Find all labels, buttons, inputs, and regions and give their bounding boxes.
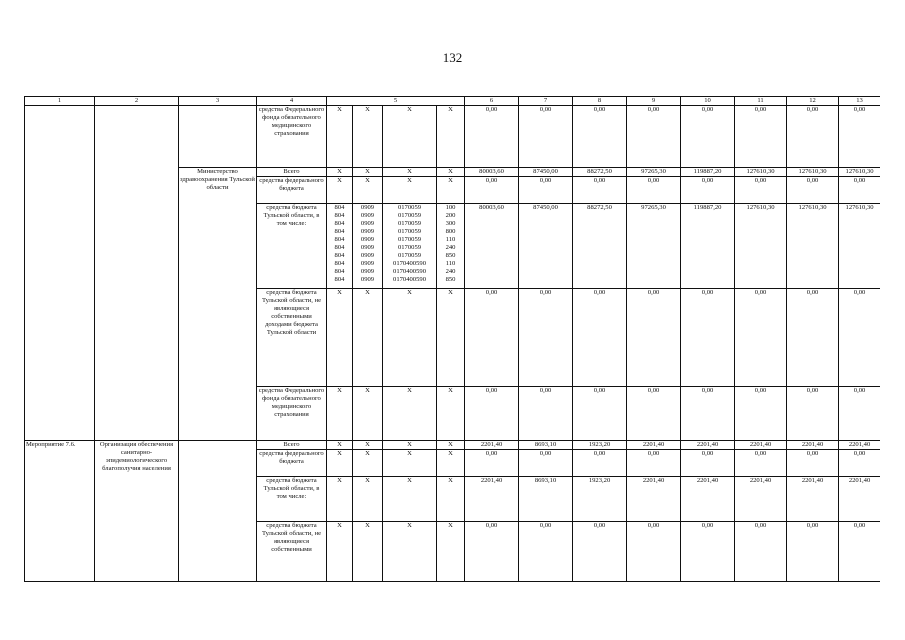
code-section-cell: X bbox=[353, 168, 383, 177]
page-number: 132 bbox=[442, 50, 463, 65]
funding-source-cell: средства бюджета Тульской области, в том числе: bbox=[257, 204, 327, 289]
code-expense-cell: X bbox=[437, 168, 465, 177]
value-cell: 0,00 bbox=[787, 177, 839, 204]
code-section-cell: X bbox=[353, 177, 383, 204]
header-cell: 10 bbox=[681, 97, 735, 106]
code-ministry-cell: X bbox=[327, 168, 353, 177]
value-cell: 0,00 bbox=[681, 387, 735, 441]
code-section-cell: X bbox=[353, 106, 383, 168]
value-cell: 0,00 bbox=[681, 106, 735, 168]
code-ministry-cell: X bbox=[327, 289, 353, 387]
value-cell: 2201,40 bbox=[735, 477, 787, 522]
code-target-cell: X bbox=[383, 441, 437, 450]
code-ministry-cell: X bbox=[327, 522, 353, 582]
value-cell: 0,00 bbox=[627, 289, 681, 387]
code-section-cell: X bbox=[353, 387, 383, 441]
value-cell: 0,00 bbox=[839, 450, 880, 477]
value-cell: 0,00 bbox=[519, 450, 573, 477]
code-target-cell: X bbox=[383, 168, 437, 177]
value-cell: 0,00 bbox=[787, 106, 839, 168]
event-cell: Мероприятие 7.6. bbox=[25, 441, 95, 582]
value-cell: 127610,30 bbox=[787, 204, 839, 289]
code-expense-cell: X bbox=[437, 387, 465, 441]
value-cell: 8693,10 bbox=[519, 441, 573, 450]
code-target-cell: X bbox=[383, 387, 437, 441]
value-cell: 80003,60 bbox=[465, 204, 519, 289]
header-cell: 1 bbox=[25, 97, 95, 106]
code-section-cell: X bbox=[353, 441, 383, 450]
value-cell: 119887,20 bbox=[681, 168, 735, 177]
value-cell: 2201,40 bbox=[735, 441, 787, 450]
value-cell: 1923,20 bbox=[573, 477, 627, 522]
value-cell: 0,00 bbox=[787, 522, 839, 582]
code-ministry-cell: X bbox=[327, 441, 353, 450]
name-cell bbox=[95, 106, 179, 441]
value-cell: 2201,40 bbox=[787, 477, 839, 522]
code-target-cell: X bbox=[383, 106, 437, 168]
funding-source-cell: Всего bbox=[257, 168, 327, 177]
code-section-cell: 0909 0909 0909 0909 0909 0909 0909 0909 0909 0909 bbox=[353, 204, 383, 289]
header-cell: 5 bbox=[327, 97, 465, 106]
value-cell: 2201,40 bbox=[681, 441, 735, 450]
value-cell: 0,00 bbox=[681, 522, 735, 582]
value-cell: 8693,10 bbox=[519, 477, 573, 522]
value-cell: 0,00 bbox=[627, 387, 681, 441]
value-cell: 97265,30 bbox=[627, 168, 681, 177]
value-cell: 2201,40 bbox=[465, 477, 519, 522]
value-cell: 127610,30 bbox=[735, 168, 787, 177]
value-cell: 2201,40 bbox=[627, 477, 681, 522]
code-target-cell: X bbox=[383, 477, 437, 522]
value-cell: 0,00 bbox=[839, 177, 880, 204]
value-cell: 0,00 bbox=[735, 450, 787, 477]
value-cell: 0,00 bbox=[839, 106, 880, 168]
funding-source-cell: средства Федерального фонда обязательного медицинского страхования bbox=[257, 106, 327, 168]
table-row bbox=[25, 106, 881, 168]
header-row bbox=[25, 97, 881, 106]
value-cell: 2201,40 bbox=[787, 441, 839, 450]
value-cell: 0,00 bbox=[465, 289, 519, 387]
value-cell: 0,00 bbox=[735, 387, 787, 441]
value-cell: 0,00 bbox=[787, 450, 839, 477]
budget-table bbox=[24, 96, 880, 582]
value-cell: 0,00 bbox=[465, 387, 519, 441]
code-ministry-cell: X bbox=[327, 477, 353, 522]
funding-source-cell: Всего bbox=[257, 441, 327, 450]
code-section-cell: X bbox=[353, 289, 383, 387]
code-section-cell: X bbox=[353, 450, 383, 477]
value-cell: 0,00 bbox=[839, 387, 880, 441]
code-expense-cell: X bbox=[437, 441, 465, 450]
value-cell: 0,00 bbox=[681, 450, 735, 477]
code-expense-cell: X bbox=[437, 289, 465, 387]
value-cell: 0,00 bbox=[735, 177, 787, 204]
header-cell: 7 bbox=[519, 97, 573, 106]
value-cell: 0,00 bbox=[465, 450, 519, 477]
value-cell: 0,00 bbox=[735, 289, 787, 387]
value-cell: 0,00 bbox=[519, 106, 573, 168]
code-target-cell: X bbox=[383, 522, 437, 582]
code-expense-cell: X bbox=[437, 450, 465, 477]
funding-source-cell: средства бюджета Тульской области, не являющиеся собственными bbox=[257, 522, 327, 582]
header-cell: 6 bbox=[465, 97, 519, 106]
value-cell: 0,00 bbox=[735, 522, 787, 582]
code-section-cell: X bbox=[353, 477, 383, 522]
value-cell: 127610,30 bbox=[839, 204, 880, 289]
code-expense-cell: X bbox=[437, 522, 465, 582]
value-cell: 0,00 bbox=[519, 289, 573, 387]
funding-source-cell: средства бюджета Тульской области, не являющиеся собственными доходами бюджета Тульской области bbox=[257, 289, 327, 387]
code-target-cell: 0170059 0170059 0170059 0170059 0170059 0170059 0170059 0170400590 0170400590 0170400590 bbox=[383, 204, 437, 289]
value-cell: 2201,40 bbox=[627, 441, 681, 450]
value-cell: 0,00 bbox=[839, 522, 880, 582]
code-ministry-cell: X bbox=[327, 106, 353, 168]
value-cell: 97265,30 bbox=[627, 204, 681, 289]
value-cell: 87450,00 bbox=[519, 168, 573, 177]
budget-table-container bbox=[24, 96, 880, 596]
value-cell: 87450,00 bbox=[519, 204, 573, 289]
value-cell: 127610,30 bbox=[735, 204, 787, 289]
value-cell: 2201,40 bbox=[839, 441, 880, 450]
code-expense-cell: X bbox=[437, 477, 465, 522]
funding-source-cell: средства Федерального фонда обязательного медицинского страхования bbox=[257, 387, 327, 441]
name-cell: Организация обеспечения санитарно-эпидемиологического благополучия населения bbox=[95, 441, 179, 582]
funding-source-cell: средства федерального бюджета bbox=[257, 450, 327, 477]
header-cell: 2 bbox=[95, 97, 179, 106]
header-cell: 12 bbox=[787, 97, 839, 106]
value-cell: 2201,40 bbox=[681, 477, 735, 522]
value-cell: 0,00 bbox=[465, 522, 519, 582]
value-cell: 127610,30 bbox=[839, 168, 880, 177]
value-cell: 0,00 bbox=[573, 387, 627, 441]
header-cell: 11 bbox=[735, 97, 787, 106]
header-cell: 4 bbox=[257, 97, 327, 106]
value-cell: 0,00 bbox=[573, 289, 627, 387]
value-cell: 2201,40 bbox=[465, 441, 519, 450]
value-cell: 0,00 bbox=[573, 522, 627, 582]
value-cell: 0,00 bbox=[839, 289, 880, 387]
value-cell: 0,00 bbox=[573, 450, 627, 477]
value-cell: 1923,20 bbox=[573, 441, 627, 450]
value-cell: 0,00 bbox=[519, 522, 573, 582]
value-cell: 0,00 bbox=[573, 177, 627, 204]
header-cell: 9 bbox=[627, 97, 681, 106]
value-cell: 0,00 bbox=[573, 106, 627, 168]
value-cell: 119887,20 bbox=[681, 204, 735, 289]
code-ministry-cell: X bbox=[327, 450, 353, 477]
code-target-cell: X bbox=[383, 450, 437, 477]
value-cell: 0,00 bbox=[627, 522, 681, 582]
value-cell: 0,00 bbox=[735, 106, 787, 168]
value-cell: 0,00 bbox=[465, 177, 519, 204]
code-target-cell: X bbox=[383, 177, 437, 204]
value-cell: 0,00 bbox=[627, 106, 681, 168]
code-target-cell: X bbox=[383, 289, 437, 387]
value-cell: 0,00 bbox=[787, 387, 839, 441]
header-cell: 8 bbox=[573, 97, 627, 106]
code-expense-cell: X bbox=[437, 177, 465, 204]
code-ministry-cell: X bbox=[327, 177, 353, 204]
code-section-cell: X bbox=[353, 522, 383, 582]
value-cell: 80003,60 bbox=[465, 168, 519, 177]
executor-cell bbox=[179, 441, 257, 582]
header-cell: 3 bbox=[179, 97, 257, 106]
value-cell: 0,00 bbox=[681, 177, 735, 204]
code-ministry-cell: 804 804 804 804 804 804 804 804 804 804 bbox=[327, 204, 353, 289]
value-cell: 0,00 bbox=[519, 387, 573, 441]
code-expense-cell: X bbox=[437, 106, 465, 168]
value-cell: 0,00 bbox=[627, 177, 681, 204]
value-cell: 0,00 bbox=[627, 450, 681, 477]
value-cell: 127610,30 bbox=[787, 168, 839, 177]
event-cell bbox=[25, 106, 95, 441]
funding-source-cell: средства бюджета Тульской области, в том числе: bbox=[257, 477, 327, 522]
value-cell: 88272,50 bbox=[573, 168, 627, 177]
executor-cell: Министерство здравоохранения Тульской области bbox=[179, 168, 257, 441]
value-cell: 88272,50 bbox=[573, 204, 627, 289]
code-ministry-cell: X bbox=[327, 387, 353, 441]
table-row bbox=[25, 441, 881, 450]
value-cell: 2201,40 bbox=[839, 477, 880, 522]
header-cell: 13 bbox=[839, 97, 880, 106]
value-cell: 0,00 bbox=[465, 106, 519, 168]
executor-cell bbox=[179, 106, 257, 168]
funding-source-cell: средства федерального бюджета bbox=[257, 177, 327, 204]
value-cell: 0,00 bbox=[681, 289, 735, 387]
value-cell: 0,00 bbox=[519, 177, 573, 204]
table-body bbox=[25, 106, 881, 582]
value-cell: 0,00 bbox=[787, 289, 839, 387]
code-expense-cell: 100 200 300 800 110 240 850 110 240 850 bbox=[437, 204, 465, 289]
